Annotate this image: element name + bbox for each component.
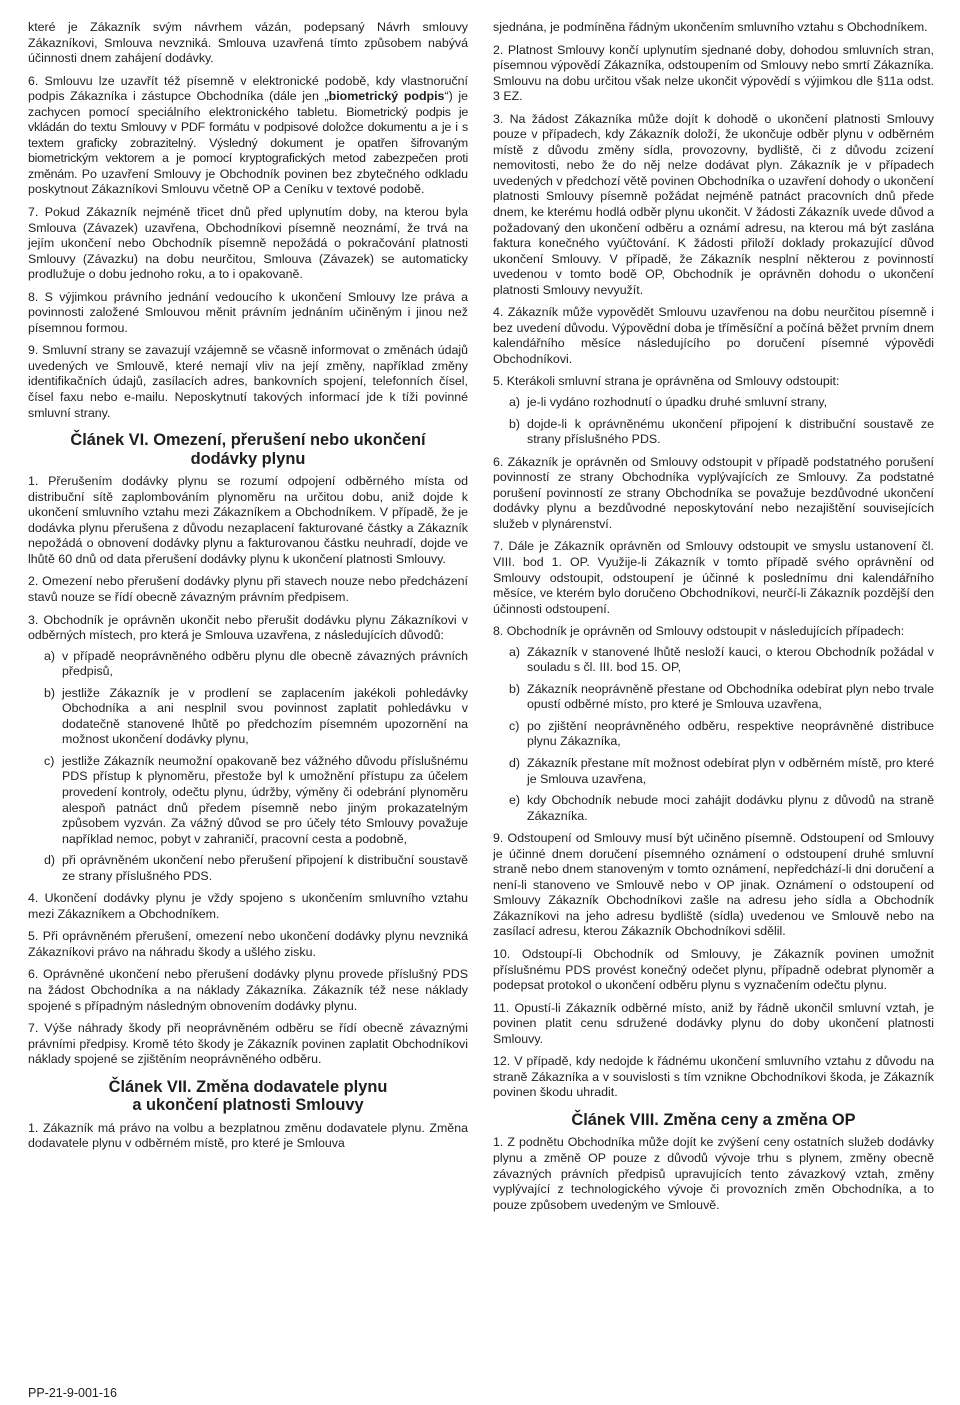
article-viii-heading: Článek VIII. Změna ceny a změna OP — [571, 1110, 856, 1129]
list-item: c) jestliže Zákazník neumožní opakovaně bez vážného důvodu příslušnému PDS přístup k plynoměru, přestože byl k umožnění přístupu za účelem provedení kontroly, odečtu plynu, údržby, výměny či odebrání plynoměru alespoň patnáct dnů předem písemně nebo jiným prokazatelným způsobem vyzván. Za vážný důvod se pro účely této Smlouvy považuje například nemoc, pobyt v zahraničí, pracovní cesta a podobně, — [44, 753, 468, 846]
right-column — [493, 20, 934, 1220]
article-vii-item-1: 1. Zákazník má právo na volbu a bezplatnou změnu dodavatele plynu. Změna dodavatele plynu v odběrném místě, pro které je Smlouva — [28, 1120, 468, 1151]
list-item: d) Zákazník přestane mít možnost odebírat plyn v odběrném místě, pro které je Smlouva uzavřena, — [509, 755, 934, 786]
article-vii-item-9: 9. Odstoupení od Smlouvy musí být učiněno písemně. Odstoupení od Smlouvy je účinné dnem doručení písemného oznámení o odstoupení druhé smluvní straně nebo dnem stanoveným v tomto oznámení, nepředchází-li dni doručení a není-li stanoveno ve Smlouvě nebo v OP jinak. Oznámení o odstoupení od Smlouvy Zákazník Obchodníkovi zašle na adresu jeho sídla a Obchodník Zákazníkovi na jeho adresu bydliště (sídla) uvedenou ve Smlouvě nebo na zasílací adresu, kterou Zákazník Obchodníkovi sdělil. — [493, 831, 934, 939]
article-vii-item-6: 6. Zákazník je oprávněn od Smlouvy odstoupit v případě podstatného porušení povinností ze strany Obchodníka vyplývajících ze Smlouvy. Za podstatné porušení povinností ze strany Obchodníka se považuje bezdůvodné ukončení dodávky plynu a bezdůvodné neposkytování nebo nezajištění souvisejících služeb v plynárenství. — [493, 454, 934, 531]
list-item: d) při oprávněném ukončení nebo přerušení připojení k distribuční soustavě ze strany příslušného PDS. — [44, 853, 468, 883]
list-item: a) Zákazník v stanovené lhůtě nesloží kauci, o kterou Obchodník požádal v souladu s čl. III. bod 15. OP, — [509, 644, 934, 675]
article-vi-item-1: 1. Přerušením dodávky plynu se rozumí odpojení odběrného místa od distribuční sítě zaplombováním plynoměru na určitou dobu, aniž dojde k ukončení smluvního vztahu mezi Zákazníkem a Obchodníkem. V případě, že je dodávka plynu přerušena z důvodu nezaplacení fakturované částky a Zákazník nepožádá o obnovení dodávky plynu a fakturovanou částku neuhradí, dojde ve lhůtě 60 dnů od data přerušení dodávky plynu k ukončení platnosti Smlouvy. — [28, 474, 468, 566]
paragraph-intro: které je Zákazník svým návrhem vázán, podepsaný Návrh smlouvy Zákazníkovi, Smlouva nevzniká. Smlouva uzavřená tímto způsobem nabývá účinnosti dnem zahájení dodávky. — [28, 20, 468, 66]
paragraph-6-condensed: Biometrický podpis je vkládán do textu Smlouvy v PDF formátu v podpisové doložce dokumentu a je i s textem graficky zobrazitelný. Výsledný dokument je opatřen šifrovaným biometrickým vektorem a je pomocí kryptografických metod zabezpečen proti změnám. — [28, 104, 468, 181]
article-vi-heading: Článek VI. Omezení, přerušení nebo ukončení dodávky plynu — [70, 431, 426, 468]
article-vi-item-2: 2. Omezení nebo přerušení dodávky plynu při stavech nouze nebo předcházení stavů nouze se řídí obecně závazným právním předpisem. — [28, 574, 468, 604]
article-vii-heading: Článek VII. Změna dodavatele plynu a ukončení platnosti Smlouvy — [108, 1077, 388, 1115]
article-vii-item-8: 8. Obchodník je oprávněn od Smlouvy odstoupit v následujících případech: — [493, 624, 905, 639]
paragraph-9: 9. Smluvní strany se zavazují vzájemně se včasně informovat o změnách údajů uvedených ve Smlouvě, které nemají vliv na její změny, například změny identifikačních údajů, zasílacích adres, bankovních spojení, telefonních čísel, čísel faxu nebo e-mailu. Neposkytnutí takových informací jde k tíži povinné smluvní strany. — [28, 343, 468, 420]
left-column — [28, 20, 468, 1159]
list-item: b) jestliže Zákazník je v prodlení se zaplacením jakékoli pohledávky Obchodníka a ani nesplnil svou povinnost zaplatit pohledávku v dodatečně stanovené lhůtě po předchozím písemném upozornění na možnost ukončení dodávky plynu, — [44, 685, 468, 747]
article-vii-item-10: 10. Odstoupí-li Obchodník od Smlouvy, je Zákazník povinen umožnit příslušnému PDS provést konečný odečet plynu, případně odebrat plynoměr a podepsat protokol o ukončení odběru plynu s vyznačením odečtu plynu. — [493, 946, 934, 993]
article-vii-item-7: 7. Dále je Zákazník oprávněn od Smlouvy odstoupit ve smyslu ustanovení čl. VIII. bod 1. OP. Využije-li Zákazník v tomto případě svého oprávnění od Smlouvy odstoupit, odstoupení je účinné k poslednímu dni kalendářního měsíce, ve kterém bylo doručeno Obchodníkovi, neurčí-li Zákazník pozdější den účinnosti odstoupení. — [493, 539, 934, 616]
list-item: c) po zjištění neoprávněného odběru, respektive neoprávněné distribuce plynu Zákazníka, — [509, 718, 934, 749]
article-vi-item-7: 7. Výše náhrady škody při neoprávněném odběru se řídí obecně závaznými právními předpisy. Kromě této škody je Zákazník povinen zaplatit Obchodníkovi náklady spojené se zjištěním neoprávněného odběru. — [28, 1021, 468, 1067]
article-vi-item-5: 5. Při oprávněném přerušení, omezení nebo ukončení dodávky plynu nevzniká Zákazníkovi právo na náhradu škody a ušlého zisku. — [28, 929, 468, 959]
article-vii-item-5: 5. Kterákoli smluvní strana je oprávněna od Smlouvy odstoupit: — [493, 374, 840, 389]
article-vi-item-6: 6. Oprávněné ukončení nebo přerušení dodávky plynu provede příslušný PDS na žádost Obchodníka a na náklady Zákazníka. Zákazník též nese náklady spojené s případným následným obnovením dodávky plynu. — [28, 967, 468, 1013]
article-vi-item-4: 4. Ukončení dodávky plynu je vždy spojeno s ukončením smluvního vztahu mezi Zákazníkem a Obchodníkem. — [28, 891, 468, 921]
list-item: b) dojde-li k oprávněnému ukončení připojení k distribuční soustavě ze strany příslušného PDS. — [509, 416, 934, 447]
document-code: PP-21-9-001-16 — [28, 1386, 117, 1400]
article-vi-item-3: 3. Obchodník je oprávněn ukončit nebo přerušit dodávku plynu Zákazníkovi v odběrných místech, pro která je Smlouva uzavřena, z následujících důvodů: — [28, 612, 468, 643]
paragraph-7: 7. Pokud Zákazník nejméně třicet dnů před uplynutím doby, na kterou byla Smlouva (Závazek) uzavřena, Obchodníkovi písemně neoznámí, že trvá na jejím ukončení nebo Obchodník písemně nepožádá o pokračování platnosti Smlouvy (Závazku) na dobu neurčitou, Smlouva (Závazek) se automaticky prodlužuje o dobu jednoho roku, a to i opakovaně. — [28, 205, 468, 282]
article-vii-item-4: 4. Zákazník může vypovědět Smlouvu uzavřenou na dobu neurčitou písemně i bez uvedení důvodu. Výpovědní doba je tříměsíční a počíná běžet prvním dnem kalendářního měsíce následujícího po doručení písemné výpovědi Obchodníkovi. — [493, 305, 934, 366]
paragraph-8: 8. S výjimkou právního jednání vedoucího k ukončení Smlouvy lze práva a povinnosti založené Smlouvou měnit právním jednáním učiněným i jinou než písemnou formou. — [28, 289, 468, 335]
list-item: a) v případě neoprávněného odběru plynu dle obecně závazných právních předpisů, — [44, 648, 468, 679]
paragraph-continuation: sjednána, je podmíněna řádným ukončením smluvního vztahu s Obchodníkem. — [493, 20, 928, 34]
list-item: a) je-li vydáno rozhodnutí o úpadku druhé smluvní strany, — [509, 395, 828, 410]
list-item: e) kdy Obchodník nebude moci zahájit dodávku plynu z důvodů na straně Zákazníka. — [509, 793, 934, 823]
article-vii-item-12: 12. V případě, kdy nedojde k řádnému ukončení smluvního vztahu z důvodu na straně Zákazníka a v souvislosti s tím vznikne Obchodníkovi škoda, je Zákazník povinen škodu uhradit. — [493, 1054, 934, 1100]
list-item: b) Zákazník neoprávněně přestane od Obchodníka odebírat plyn nebo trvale opustí odběrné místo, pro které je Smlouva uzavřena, — [509, 681, 934, 712]
article-vii-item-2: 2. Platnost Smlouvy končí uplynutím sjednané doby, dohodou smluvních stran, písemnou výpovědí Zákazníka, odstoupením od Smlouvy nebo smrtí Zákazníka. Smlouvu na dobu určitou však nelze ukončit výpovědí s výjimkou dle §11a odst. 3 EZ. — [493, 42, 934, 104]
article-vii-item-11: 11. Opustí-li Zákazník odběrné místo, aniž by řádně ukončil smluvní vztah, je povinen platit cenu sdružené dodávky plynu do doby ukončení platnosti Smlouvy. — [493, 1000, 934, 1046]
paragraph-6: 6. Smlouvu lze uzavřít též písemně v elektronické podobě, kdy vlastnoruční podpis Zákazníka i zástupce Obchodníka (dále jen „biometrický podpis“) je zachycen pomocí speciálního elektronického tabletu. Biometrický podpis je vkládán do textu Smlouvy v PDF formátu v podpisové doložce dokumentu a je i s textem graficky zobrazitelný. Výsledný dokument je opatřen šifrovaným biometrickým vektorem a je pomocí kryptografických metod zabezpečen proti změnám. Po uzavření Smlouvy je Obchodník povinen bez zbytečného odkladu poskytnout Zákazníkovi Smlouvu včetně OP a Ceníku v textové podobě. — [28, 73, 469, 197]
article-viii-item-1: 1. Z podnětu Obchodníka může dojít ke zvýšení ceny ostatních služeb dodávky plynu a změně OP pouze z důvodů vývoje trhu s plynem, změny obecně závazných právních předpisů upravujících tento závazkový vztah, změny vyplývající z technologického vývoje či provozních změn Obchodníka, a to pouze způsobem uvedeným ve Smlouvě. — [493, 1135, 934, 1212]
article-vii-item-3: 3. Na žádost Zákazníka může dojít k dohodě o ukončení platnosti Smlouvy pouze v případech, kdy Zákazník doloží, že ukončuje odběr plynu v odběrném místě z důvodu změny sídla, provozovny, bydliště, či z důvodu zcizení nemovitosti, nebo že do něj nelze dodávat plyn. Zákazník je v případech uvedených v předchozí větě povinen Obchodníka o uzavření dohody o ukončení platnosti Smlouvy písemně požádat nejméně patnáct pracovních dnů přede dnem, ke kterému hodlá odběr plynu ukončit. V žádosti Zákazník uvede důvod a požadovaný den ukončení odběru a oznámí adresu, na kterou má být zaslána faktura konečného vyúčtování. K žádosti přiloží doklady prokazující důvod ukončení Smlouvy. V případě, že Zákazník nesplní některou z povinností uvedenou v tomto bodě OP, Obchodník je oprávněn dohodu o ukončení platnosti Smlouvy nevyužít. — [493, 111, 934, 297]
